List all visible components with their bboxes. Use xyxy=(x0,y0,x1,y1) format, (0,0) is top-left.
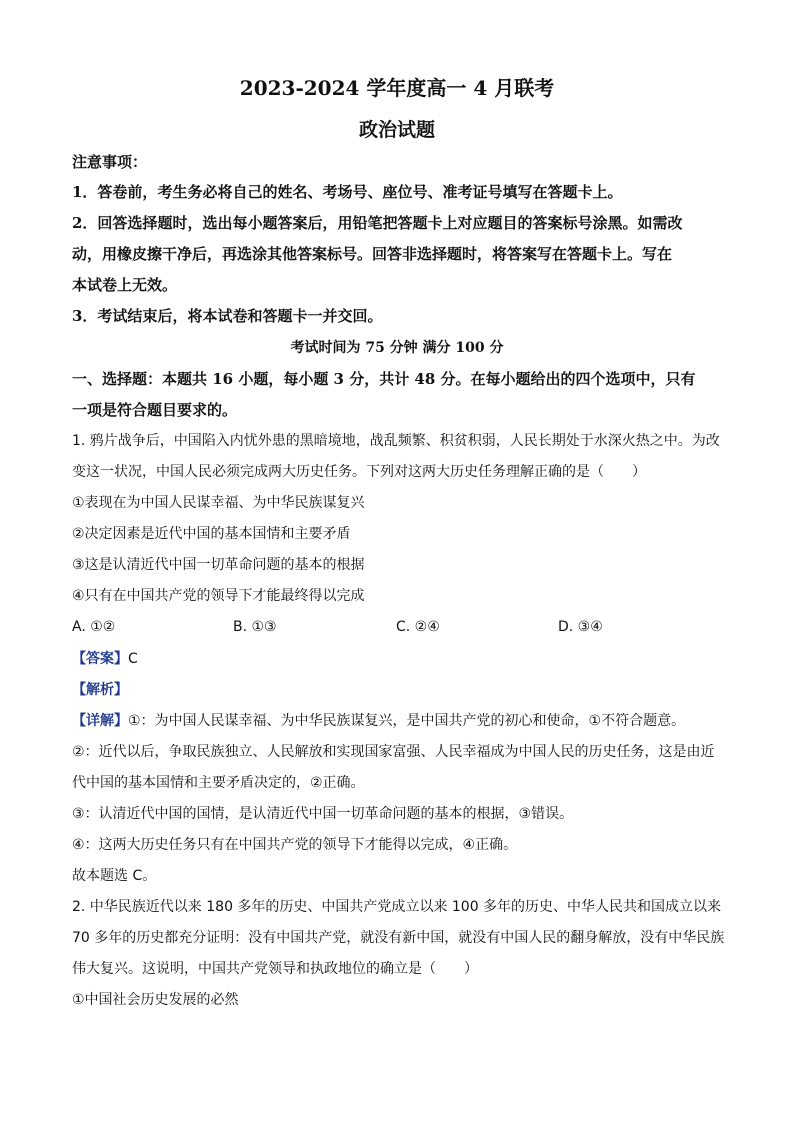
section-heading-line-2: 一项是符合题目要求的。 xyxy=(72,401,238,419)
q1-stem-line-2: 变这一状况，中国人民必须完成两大历史任务。下列对这两大历史任务理解正确的是（ ） xyxy=(72,464,646,480)
q1-detail-line-4: ③：认清近代中国的国情，是认清近代中国一切革命问题的基本的根据，③错误。 xyxy=(72,806,574,822)
q1-detail-line-1 xyxy=(72,712,724,730)
q1-option-b: B. ①③ xyxy=(233,619,277,635)
q1-option-c: C. ②④ xyxy=(396,619,440,635)
answer-value: C xyxy=(128,651,138,667)
q1-analysis xyxy=(72,681,724,699)
q2-stem-line-2: 70 多年的历史都充分证明：没有中国共产党，就没有新中国，就没有中国人民的翻身解放，没有中华民族 xyxy=(72,930,725,946)
q1-item-1: ①表现在为中国人民谋幸福、为中华民族谋复兴 xyxy=(72,495,365,511)
notes-line-2: 2．回答选择题时，选出每小题答案后，用铅笔把答题卡上对应题目的答案标号涂黑。如需改 xyxy=(72,214,683,232)
q1-item-2: ②决定因素是近代中国的基本国情和主要矛盾 xyxy=(72,526,351,542)
notes-line-1: 1．答卷前，考生务必将自己的姓名、考场号、座位号、准考证号填写在答题卡上。 xyxy=(72,183,623,201)
q1-detail-line-2: ②：近代以后，争取民族独立、人民解放和实现国家富强、人民幸福成为中国人民的历史任务，这是由近 xyxy=(72,744,715,760)
section-heading-line-1: 一、选择题：本题共 16 小题，每小题 3 分，共计 48 分。在每小题给出的四个选项中，只有 xyxy=(72,370,696,388)
q1-detail-line-3: 代中国的基本国情和主要矛盾决定的，②正确。 xyxy=(72,775,365,791)
detail-text: ①：为中国人民谋幸福、为中华民族谋复兴，是中国共产党的初心和使命，①不符合题意。 xyxy=(128,713,686,729)
answer-label: 【答案】 xyxy=(72,651,128,667)
detail-label: 【详解】 xyxy=(72,713,128,729)
q2-item-1: ①中国社会历史发展的必然 xyxy=(72,992,239,1008)
q1-conclusion: 故本题选 C。 xyxy=(72,868,157,884)
q1-stem-line-1: 1. 鸦片战争后，中国陷入内忧外患的黑暗境地，战乱频繁、积贫积弱，人民长期处于水深火热之中。为改 xyxy=(72,433,720,449)
exam-subject: 政治试题 xyxy=(358,119,435,141)
exam-title: 2023-2024 学年度高一 4 月联考 xyxy=(239,76,555,100)
analysis-label: 【解析】 xyxy=(72,682,128,698)
q1-option-a: A. ①② xyxy=(72,619,116,635)
q2-stem-line-3: 伟大复兴。这说明，中国共产党领导和执政地位的确立是（ ） xyxy=(72,961,478,977)
q1-item-4: ④只有在中国共产党的领导下才能最终得以完成 xyxy=(72,588,365,604)
notes-line-4: 本试卷上无效。 xyxy=(72,276,178,294)
notes-line-3: 动，用橡皮擦干净后，再选涂其他答案标号。回答非选择题时，将答案写在答题卡上。写在 xyxy=(72,245,673,263)
notes-heading: 注意事项： xyxy=(72,153,148,171)
q1-option-d: D. ③④ xyxy=(558,619,603,635)
q2-stem-line-1: 2. 中华民族近代以来 180 多年的历史、中国共产党成立以来 100 多年的历史、中华人民共和国成立以来 xyxy=(72,899,722,915)
q1-item-3: ③这是认清近代中国一切革命问题的基本的根据 xyxy=(72,557,365,573)
exam-info: 考试时间为 75 分钟 满分 100 分 xyxy=(290,340,504,356)
q1-answer xyxy=(72,650,724,668)
notes-line-5: 3．考试结束后，将本试卷和答题卡一并交回。 xyxy=(72,307,383,325)
q1-detail-line-5: ④：这两大历史任务只有在中国共产党的领导下才能得以完成，④正确。 xyxy=(72,837,518,853)
